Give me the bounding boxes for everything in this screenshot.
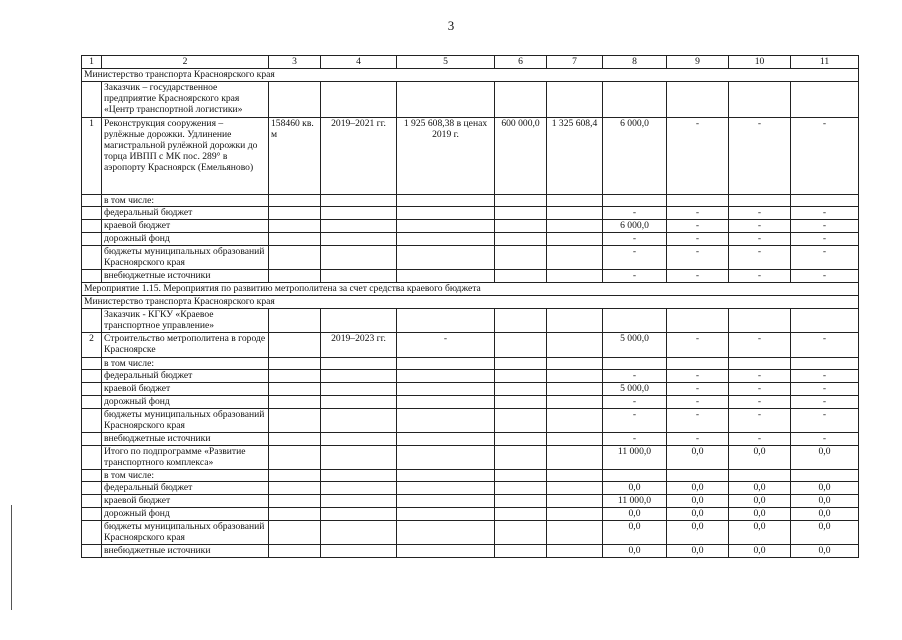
cell-value: 5 000,0 [603, 333, 667, 358]
col-header: 4 [321, 56, 397, 69]
section-row [82, 69, 859, 82]
cell-value: 0,0 [729, 446, 791, 470]
row-label: бюджеты муниципальных образований Красноярского края [102, 409, 269, 433]
table-row [82, 521, 859, 545]
table-row [82, 396, 859, 409]
cell-value: 0,0 [729, 495, 791, 508]
col-header: 11 [791, 56, 859, 69]
row-label: внебюджетные источники [102, 545, 269, 558]
cell-value: 0,0 [729, 508, 791, 521]
item-number: 2 [82, 333, 102, 358]
header-row [82, 56, 859, 69]
table-row [82, 246, 859, 270]
cell-value: - [667, 270, 729, 283]
section-row [82, 283, 859, 296]
cell-value: 0,0 [603, 508, 667, 521]
item-remain: 1 325 608,4 [547, 118, 603, 195]
cell-value: 0,0 [791, 482, 859, 495]
section-row [82, 296, 859, 309]
row-label: в том числе: [102, 470, 269, 482]
table-row [82, 409, 859, 433]
item-done: 600 000,0 [495, 118, 547, 195]
cell-value: 6 000,0 [603, 220, 667, 233]
cell-value: - [791, 383, 859, 396]
cell-value: - [729, 207, 791, 220]
total-label: Итого по подпрограмме «Развитие транспортного комплекса» [102, 446, 269, 470]
row-label: бюджеты муниципальных образований Красноярского края [102, 521, 269, 545]
cell-value: 0,0 [667, 545, 729, 558]
cell-value: - [603, 409, 667, 433]
cell-value: 0,0 [667, 482, 729, 495]
table-row [82, 358, 859, 370]
table-row [82, 195, 859, 207]
table-row [82, 482, 859, 495]
table-row [82, 333, 859, 358]
cell-value: - [603, 207, 667, 220]
item-number: 1 [82, 118, 102, 195]
customer-name: Заказчик – государственное предприятие Красноярского края «Центр транспортной логистики» [102, 82, 269, 118]
cell-value: 0,0 [603, 482, 667, 495]
col-header: 6 [495, 56, 547, 69]
table-row [82, 118, 859, 195]
col-header: 5 [397, 56, 495, 69]
cell-value: - [729, 409, 791, 433]
table-row [82, 370, 859, 383]
item-period: 2019–2021 гг. [321, 118, 397, 195]
cell-value: - [667, 396, 729, 409]
row-label: краевой бюджет [102, 495, 269, 508]
measure-title: Мероприятие 1.15. Мероприятия по развитию метрополитена за счет средства краевого бюджета [82, 283, 859, 296]
cell-value: 0,0 [791, 446, 859, 470]
cell-value: 0,0 [729, 545, 791, 558]
cell-value: 0,0 [667, 495, 729, 508]
cell-value: 0,0 [729, 482, 791, 495]
col-header: 2 [102, 56, 269, 69]
cell-value: 5 000,0 [603, 383, 667, 396]
cell-value: - [667, 233, 729, 246]
cell-value: - [791, 270, 859, 283]
row-label: в том числе: [102, 358, 269, 370]
table-row [82, 233, 859, 246]
cell-value: - [729, 370, 791, 383]
col-header: 10 [729, 56, 791, 69]
page-number: 3 [447, 18, 455, 33]
row-label: внебюджетные источники [102, 270, 269, 283]
cell-value: 11 000,0 [603, 446, 667, 470]
col-header: 8 [603, 56, 667, 69]
cell-value: 11 000,0 [603, 495, 667, 508]
cell-value: - [667, 220, 729, 233]
cell-value: 0,0 [729, 521, 791, 545]
cell-value: - [791, 220, 859, 233]
cell-value: - [729, 118, 791, 195]
item-name: Реконструкция сооружения – рулёжные дорожки. Удлинение магистральной рулёжной дорожки до торца ИВПП с МК пос. 289° в аэропорту Красноярск (Емельяново) [102, 118, 269, 195]
cell-value: 0,0 [791, 545, 859, 558]
cell-value: - [729, 333, 791, 358]
table-row [82, 82, 859, 118]
cell-value: - [729, 246, 791, 270]
cell-value: - [791, 118, 859, 195]
cell-value: - [791, 246, 859, 270]
table-row [82, 446, 859, 470]
table-row [82, 220, 859, 233]
col-header: 9 [667, 56, 729, 69]
cell-value: - [729, 396, 791, 409]
table-row [82, 270, 859, 283]
cell-value: - [729, 233, 791, 246]
item-cost: - [397, 333, 495, 358]
cell-value: - [667, 207, 729, 220]
cell-value: 6 000,0 [603, 118, 667, 195]
cell-value: 0,0 [791, 521, 859, 545]
scan-edge-mark [11, 505, 12, 610]
cell-value: - [667, 333, 729, 358]
cell-value: 0,0 [791, 495, 859, 508]
row-label: дорожный фонд [102, 396, 269, 409]
row-label: в том числе: [102, 195, 269, 207]
cell-value: - [667, 246, 729, 270]
cell-value: - [667, 433, 729, 446]
table-row [82, 495, 859, 508]
cell-value: - [603, 433, 667, 446]
cell-value: - [791, 233, 859, 246]
row-label: краевой бюджет [102, 383, 269, 396]
program-table [81, 55, 859, 558]
cell-value: 0,0 [667, 521, 729, 545]
cell-value: 0,0 [667, 446, 729, 470]
cell-value: - [667, 118, 729, 195]
item-capacity: 158460 кв. м [269, 118, 321, 195]
cell-value: - [729, 433, 791, 446]
col-header: 1 [82, 56, 102, 69]
table-row [82, 545, 859, 558]
row-label: внебюджетные источники [102, 433, 269, 446]
col-header: 3 [269, 56, 321, 69]
row-label: краевой бюджет [102, 220, 269, 233]
cell-value: 0,0 [667, 508, 729, 521]
cell-value: - [729, 383, 791, 396]
customer-name: Заказчик - КГКУ «Краевое транспортное управление» [102, 309, 269, 333]
cell-value: - [667, 370, 729, 383]
table-row [82, 309, 859, 333]
row-label: дорожный фонд [102, 508, 269, 521]
cell-value: 0,0 [603, 521, 667, 545]
cell-value: - [603, 233, 667, 246]
cell-value: 0,0 [603, 545, 667, 558]
row-label: федеральный бюджет [102, 370, 269, 383]
table-row [82, 433, 859, 446]
cell-value: - [603, 370, 667, 383]
table-row [82, 508, 859, 521]
cell-value: - [791, 207, 859, 220]
item-cost: 1 925 608,38 в ценах 2019 г. [397, 118, 495, 195]
item-period: 2019–2023 гг. [321, 333, 397, 358]
row-label: федеральный бюджет [102, 482, 269, 495]
cell-value: - [729, 220, 791, 233]
cell-value: - [791, 333, 859, 358]
table-row [82, 207, 859, 220]
cell-value: - [791, 370, 859, 383]
col-header: 7 [547, 56, 603, 69]
cell-value: - [791, 409, 859, 433]
cell-value: - [791, 396, 859, 409]
cell-value: - [603, 270, 667, 283]
cell-value: - [729, 270, 791, 283]
row-label: бюджеты муниципальных образований Красноярского края [102, 246, 269, 270]
cell-value: - [667, 409, 729, 433]
cell-value: - [667, 383, 729, 396]
ministry-title: Министерство транспорта Красноярского края [82, 69, 859, 82]
cell-value: 0,0 [791, 508, 859, 521]
cell-value: - [791, 433, 859, 446]
table-row [82, 383, 859, 396]
cell-value: - [603, 396, 667, 409]
row-label: федеральный бюджет [102, 207, 269, 220]
table-row [82, 470, 859, 482]
ministry-title: Министерство транспорта Красноярского края [82, 296, 859, 309]
cell-value: - [603, 246, 667, 270]
item-name: Строительство метрополитена в городе Красноярске [102, 333, 269, 358]
row-label: дорожный фонд [102, 233, 269, 246]
